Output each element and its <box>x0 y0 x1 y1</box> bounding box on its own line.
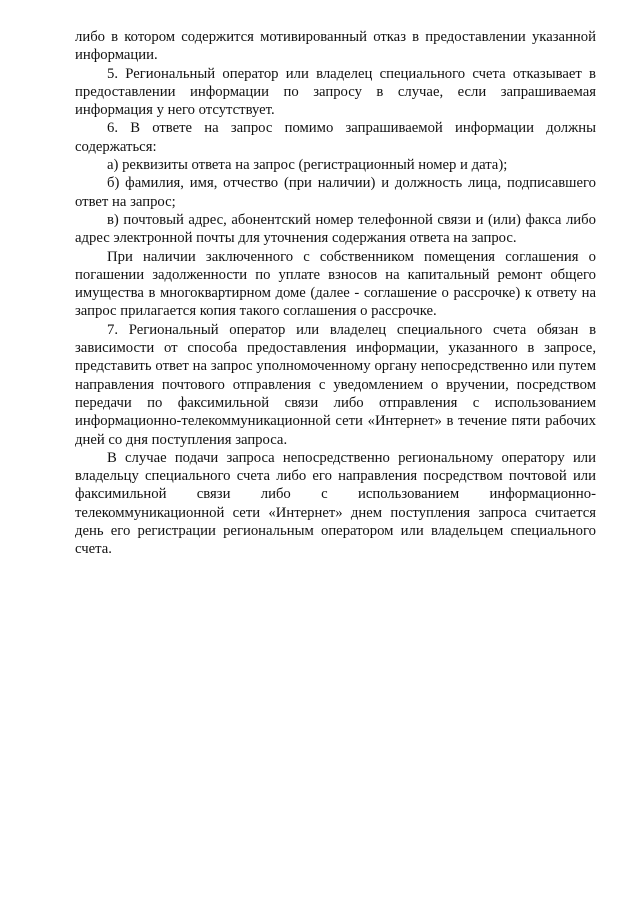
subitem-v: в) почтовый адрес, абонентский номер телефонной связи и (или) факса либо адрес электронной почты для уточнения содержания ответа на запрос. <box>75 211 596 247</box>
subitem-a: а) реквизиты ответа на запрос (регистрационный номер и дата); <box>107 157 508 174</box>
subitem-b: б) фамилия, имя, отчество (при наличии) и должность лица, подписавшего ответ на запрос; <box>75 175 596 210</box>
document-page <box>75 28 596 559</box>
paragraph-continuation: либо в котором содержится мотивированный отказ в предоставлении указанной информации. <box>75 29 596 64</box>
paragraph-item-7: 7. Региональный оператор или владелец специального счета обязан в зависимости от способа предоставления информации, указанного в запросе, представить ответ на запрос уполномоченному органу непосредственно или путем направления почтового отправления с уведомлением о вручении, посредством передачи по факсимильной связи либо отправления с использованием информационно-телекоммуникационной сети «Интернет» в течение пяти рабочих дней со дня поступления запроса. <box>75 321 596 448</box>
paragraph-item-5: 5. Региональный оператор или владелец специального счета отказывает в предоставлении информации по запросу в случае, если запрашиваемая информация у него отсутствует. <box>75 65 596 119</box>
paragraph-item-6: 6. В ответе на запрос помимо запрашиваемой информации должны содержаться: <box>75 120 596 155</box>
paragraph-registration-day: В случае подачи запроса непосредственно региональному оператору или владельцу специального счета либо его направления посредством почтовой или факсимильной связи либо с использованием информационно-телекоммуникационной сети «Интернет» днем поступления запроса считается день его регистрации региональным оператором или владельцем специального счета. <box>75 449 596 558</box>
paragraph-installment-agreement: При наличии заключенного с собственником помещения соглашения о погашении задолженности по уплате взносов на капитальный ремонт общего имущества в многоквартирном доме (далее - соглашение о рассрочке) к ответу на запрос прилагается копия такого соглашения о рассрочке. <box>75 248 596 320</box>
